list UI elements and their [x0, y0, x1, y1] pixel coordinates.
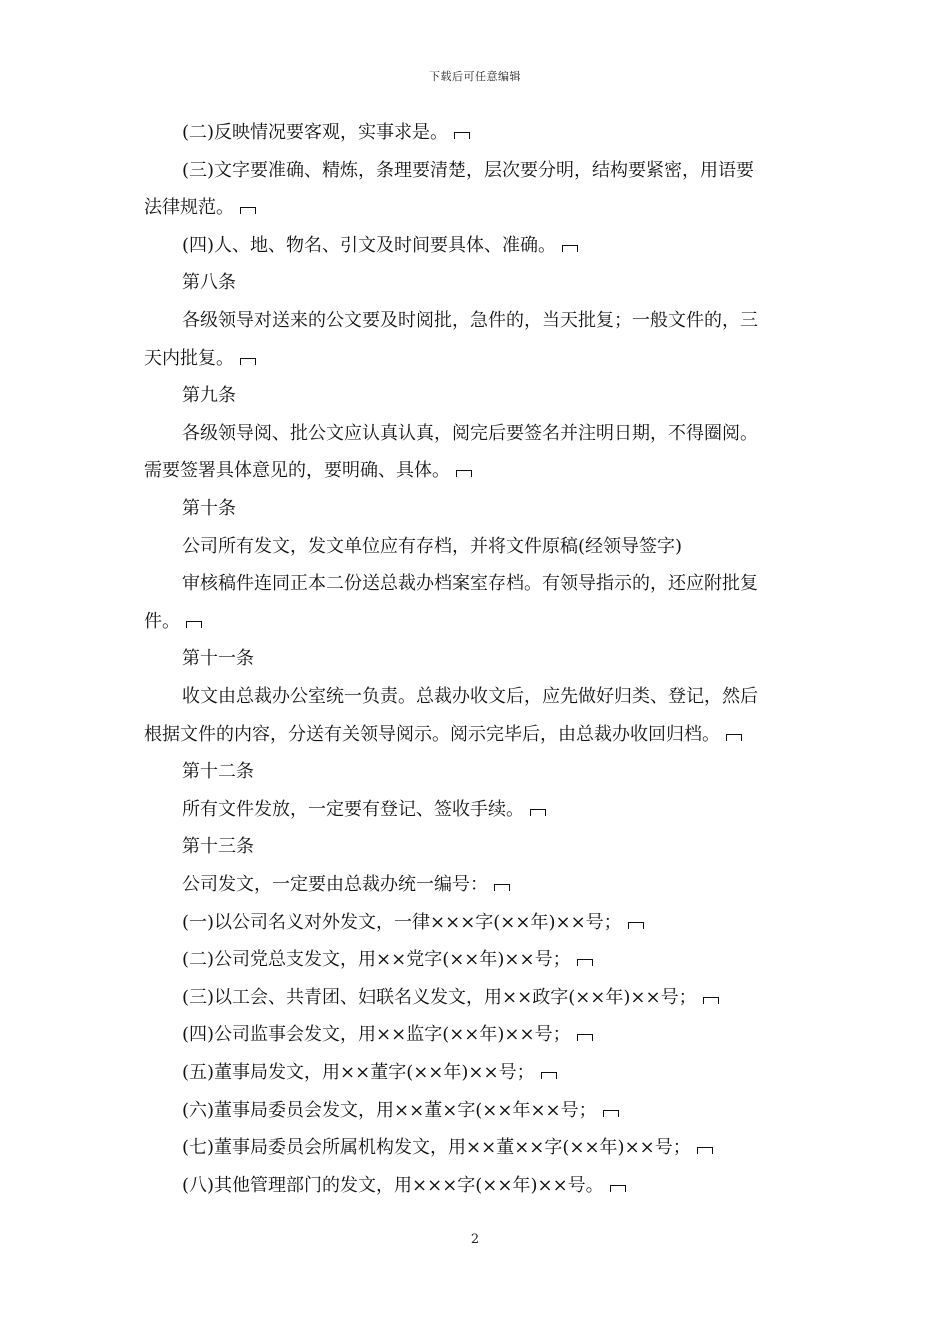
text-line [144, 120, 470, 146]
paragraph-mark-icon [562, 245, 578, 252]
text-line [144, 646, 254, 672]
text-line [144, 158, 754, 184]
text-line-content: (一)以公司名义对外发文，一律×××字(××年)××号； [182, 911, 622, 933]
paragraph-mark-icon [628, 922, 644, 929]
text-line [144, 947, 593, 973]
text-line [144, 722, 742, 748]
text-line-content: 第十二条 [182, 761, 254, 783]
text-line [144, 985, 719, 1011]
text-line-content: (八)其他管理部门的发文，用×××字(××年)××号。 [182, 1174, 604, 1196]
text-line [144, 1135, 713, 1161]
paragraph-mark-icon [703, 997, 719, 1004]
text-line-content: (七)董事局委员会所属机构发文，用××董××字(××年)××号； [182, 1137, 691, 1159]
page-header: 下载后可任意编辑 [429, 70, 521, 83]
text-line-content: (四)公司监事会发文，用××监字(××年)××号； [182, 1024, 571, 1046]
text-line-content: 根据文件的内容，分送有关领导阅示。阅示完毕后，由总裁办收回归档。 [144, 723, 720, 745]
paragraph-mark-icon [577, 1034, 593, 1041]
paragraph-mark-icon [456, 470, 472, 477]
text-line-content: (二)反映情况要客观，实事求是。 [182, 122, 449, 143]
text-line-content: (四)人、地、物名、引文及时间要具体、准确。 [182, 234, 557, 256]
text-line-content: 各级领导阅、批公文应认真认真，阅完后要签名并注明日期，不得圈阅。 [182, 422, 758, 444]
text-line-content: 所有文件发放，一定要有登记、签收手续。 [182, 798, 524, 820]
text-line [144, 1022, 593, 1048]
text-line [144, 421, 758, 447]
page-number: 2 [470, 1232, 480, 1247]
text-line [144, 346, 256, 372]
text-line-content: 第十一条 [182, 648, 254, 670]
text-line [144, 910, 644, 936]
text-line [144, 1098, 619, 1124]
paragraph-mark-icon [541, 1072, 557, 1079]
paragraph-mark-icon [726, 734, 742, 741]
text-line-content: 审核稿件连同正本二份送总裁办档案室存档。有领导指示的，还应附批复 [182, 573, 758, 595]
text-line-content: 公司发文，一定要由总裁办统一编号： [182, 874, 488, 895]
text-line [144, 759, 254, 785]
text-line [144, 684, 758, 710]
paragraph-mark-icon [530, 809, 546, 816]
text-line [144, 496, 236, 522]
text-line [144, 1060, 557, 1086]
paragraph-mark-icon [240, 358, 256, 365]
paragraph-mark-icon [186, 621, 202, 628]
text-line-content: 第八条 [182, 272, 236, 294]
text-line-content: 法律规范。 [144, 197, 234, 219]
paragraph-mark-icon [697, 1147, 713, 1154]
paragraph-mark-icon [454, 132, 470, 139]
text-line-content: (三)文字要准确、精炼，条理要清楚，层次要分明，结构要紧密，用语要 [182, 159, 755, 181]
paragraph-mark-icon [494, 884, 510, 891]
text-line-content: 需要签署具体意见的，要明确、具体。 [144, 460, 450, 482]
text-line [144, 797, 546, 823]
text-line-content: (六)董事局委员会发文，用××董×字(××年××号； [182, 1099, 597, 1121]
text-line-content: (三)以工会、共青团、妇联名义发文，用××政字(××年)××号； [182, 986, 697, 1008]
text-line-content: (五)董事局发文，用××董字(××年)××号； [182, 1062, 535, 1083]
text-line [144, 1173, 626, 1199]
text-line-content: 公司所有发文，发文单位应有存档，并将文件原稿(经领导签字) [182, 535, 683, 557]
text-line-content: (二)公司党总支发文，用××党字(××年)××号； [182, 949, 571, 971]
text-line [144, 308, 758, 334]
text-line [144, 834, 254, 860]
text-line-content: 件。 [144, 610, 180, 632]
text-line-content: 第十三条 [182, 836, 254, 858]
text-line-content: 收文由总裁办公室统一负责。总裁办收文后，应先做好归类、登记，然后 [182, 686, 758, 707]
text-line-content: 第十条 [182, 498, 236, 519]
text-line-content: 第九条 [182, 385, 236, 407]
text-line [144, 872, 510, 898]
paragraph-mark-icon [577, 959, 593, 966]
text-line [144, 609, 202, 635]
text-line [144, 233, 578, 259]
text-line [144, 383, 236, 409]
text-line [144, 458, 472, 484]
paragraph-mark-icon [603, 1110, 619, 1117]
text-line-content: 天内批复。 [144, 347, 234, 369]
text-line [144, 534, 682, 560]
text-line [144, 270, 236, 296]
paragraph-mark-icon [610, 1185, 626, 1192]
text-line-content: 各级领导对送来的公文要及时阅批，急件的，当天批复；一般文件的，三 [182, 310, 758, 331]
text-line [144, 571, 758, 597]
paragraph-mark-icon [240, 207, 256, 214]
text-line [144, 195, 256, 221]
